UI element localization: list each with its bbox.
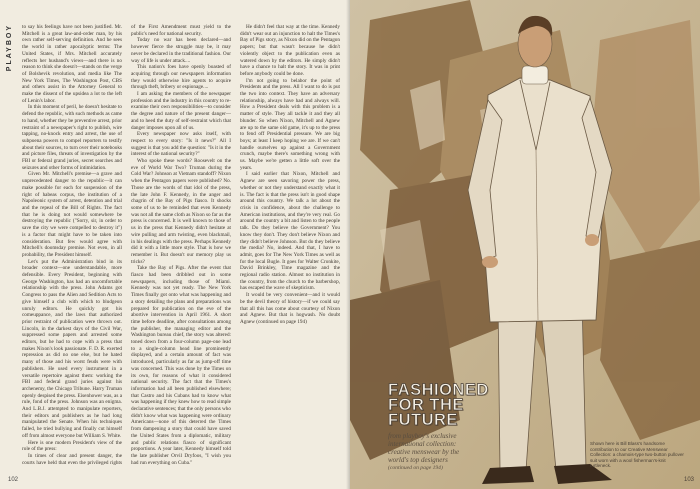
article-paragraph: Let's put the Administration bind in its broader context—one understandable, more defensible. Every President, beginning with George Washington, has had an uncomfortable relationship with the press. John Adams got Congress to pass the Alien and Sedition Acts to give himself a club with which to bludgeon unruly editors. He quickly got his comeuppance, and the laws that authorized prior restraint of publication were thrown out. Lincoln, in the darkest days of the Civil War, suppressed some papers and arrested some editors, but he had to cope with a press that makes Nixon's look passionate. F. D. R. exerted repression as did no one else, but he hated many of those and his worst feuds were with publishers. He used every instrument in a versatile repertoire against them: working the FBI and federal grand juries against his archenemy, the Chicago Tribune. Harry Truman openly despised the press. Eisenhower was, as a rule, fond of the press. Johnson was an enigma. And L.B.J. attempted to manipulate reporters, their editors and publishers as he had long manipulated the Senate. When his techniques failed, he tried bullying and finally cut himself off from almost everyone but William S. White. (22, 258, 122, 439)
title-line-2: FOR THE (388, 396, 464, 414)
subtitle-line-1: from playboy's exclusive (388, 432, 457, 440)
feature-title-block (388, 383, 518, 472)
article-paragraph: to say his feelings have not been justified. Mr. Mitchell is a great law-and-order man, by his own rather self-serving definition. And he sees the world in rather apocalyptic terms: The United States, if Mrs. Mitchell accurately reflects her husband's views—and there is no reason to think she doesn't—stands on the verge of Bolshevik revolution, and media like The New York Times, The Washington Post, CBS and others assist in the Attorney General to make the dissent of the upsidea a lot to the left of Lenin's labor. (22, 24, 122, 104)
article-paragraph: I said earlier that Nixon, Mitchell and Agnew are seen savoring power the press, whether or not they understand exactly what it is. The fact is that the press isn't in good shape around this country. We talk a lot about the crisis in confidence, about the challenge to American institutions, and they're very real. Go around the country a bit and listen to the people talk. Do they believe the Government? You know they don't. They don't believe Nixon and they didn't believe Johnson. But do they believe the media? No, indeed. And that, I have to admit, goes for The New York Times as well as for the local Bugle. It goes for Walter Cronkite, David Brinkley, Time magazine and the regional radio station. Almost no institution in the country, from the church to the barbershop, has escaped the wave of skepticism. (240, 171, 340, 292)
article-paragraph: Today no war has been declared—and however fierce the struggle may be, it may never be declared in the traditional fashion. Our way of life is under attack.... (131, 37, 231, 64)
article-paragraph: Who spoke these words? Roosevelt on the eve of World War Two? Truman during the Cold War? Johnson at Vietnam standoff? Nixon when the Pentagon papers were published? No. Those are the words of that idol of the press, the late John F. Kennedy, in the anger and chagrin of the Bay of Pigs fiasco. It shocks some of us to be reminded that even Kennedy was not all the same cloth as Nixon so far as the press is concerned. It is well known to those of us in the press that Kennedy didn't hesitate at wire pulling and arm twisting, even blackmail, in his dealings with the press. Perhaps Kennedy did it with a little more style. That is how we remember it. But doesn't our memory play us tricks? (131, 158, 231, 265)
article-columns (22, 24, 340, 469)
article-paragraph: It would be very convenient—and it would be the devil theory of history—if we could say that all this has come about courtesy of Nixon and Agnew. But that is hogwash. No doubt Agnew (continued on page 194) (240, 292, 340, 325)
photo-caption: Shown here is Bill Blass's handsome contribution to our Creative Menswear Collection: a chamois-type two-button pullover suit worn with a wool fisherman's-knit turtleneck. (590, 441, 684, 469)
article-paragraph: Here is one modern President's view of the role of the press: (22, 439, 122, 453)
running-head: PLAYBOY (6, 24, 13, 72)
article-paragraph: In times of clear and present danger, the courts have held that even the privileged rights of the First Amendment must yield to the public's need for national security. (22, 24, 231, 466)
article-paragraph: Every newspaper now asks itself, with respect to every story: "Is it news?" All I suggest is that you add the question: "Is it in the interest of the national security?" (131, 131, 231, 158)
subtitle-line-4: world's top designers (388, 456, 448, 464)
right-page (350, 0, 700, 489)
title-line-3: FUTURE (388, 411, 458, 429)
page-number-right: 103 (683, 477, 694, 483)
article-paragraph: I'm not going to belabor the point of Presidents and the press. All I want to do is put the two into context. They have an adversary relationship, always have had and always will. How a President deals with this problem is a matter of style. They all tackle it and they all blunder. So when Nixon, Mitchell and Agnew are up to the same old game, it's up to the press to fend off Presidential pressure. We are big boys; at least I keep hoping we are. If we can't handle ourselves up against a Government crunch, maybe there's something wrong with us. Maybe we're getten a little soft over the years. (240, 77, 340, 171)
continuation-note: (continued on page 194) (388, 465, 443, 471)
article-paragraph: Given Mr. Mitchell's premise—a grave and unprecedented danger to the republic—it can make possible for each for suspension of the right of habeas corpus, the institution of a Napoleonic system of arrest, detention and trial and the repeal of the Bill of Rights. The fact that he is doing not would somewhere be destroying the republic ("Sorry, sir, in order to save the city we were compelled to destroy it") is a factor that might have to be taken into consideration. But few would agree with Mitchell's doomsday premise. Not even, in all probability, the President himself. (22, 171, 122, 258)
article-paragraph: In this moment of peril, he doesn't hesitate to defend the republic, with such methods as came to hand, whether they be preventive arrest, prior restraint of a newspaper's right to publish, wire tapping, no-knock entry and arrest, the use of subpoena powers to compel reporters to testify about their sources, to turn over their notebooks and picture files, threats of investigation by the FBI or federal grand juries, secret searches and seizures and other forms of intimidation. (22, 104, 122, 171)
title-line-1: FASHIONED (388, 381, 489, 399)
feature-title (388, 383, 518, 428)
subtitle-line-2: international collection: (388, 440, 457, 448)
article-paragraph: Take the Bay of Pigs. After the event that fiasco had been dribbled out in some newspapers, including those of Miami. Kennedy was not yet ready. The New York Times finally got onto what was happening and a story detailing the plans and preparations was prepared for publication on the eve of the abortive intervention in April 1961. A short time before deadline, after consultations among the publisher, the managing editor and the Washington bureau chief, the story was altered: toned down from a four-column page-one lead to a single-column head line prominently displayed, and a certain amount of fact was introduced, particularly as far as jump-off time was concerned. This was done by the Times on its own, for reasons of what it considered national security. The fact that the Times's information had all been published elsewhere; that Castro and his Cubans had to know what was happening if they knew how to read simple declarative sentences; that the only persons who didn't know what was happening were ordinary Americans—none of this deterred the Times from dampening a story that could have saved the United States from a diplomatic, military and public relations fiasco of significant proportions. A year later, Kennedy himself told the late publisher Orvil Dryfoos, "I wish you had run everything on Cuba." (131, 265, 231, 466)
page-number-left: 102 (8, 477, 19, 483)
subtitle-line-3: creative menswear by the (388, 448, 460, 456)
article-paragraph: This nation's foes have openly boasted of acquiring through our newspapers information they would otherwise hire agents to acquire through theft, bribery or espionage.... (131, 64, 231, 91)
feature-subtitle (388, 432, 518, 472)
article-paragraph: He didn't feel that way at the time. Kennedy didn't wear out an injunction to halt the Times's Bay of Pigs story, as Nixon did on the Pentagon papers; but that wasn't because he didn't violently object to the publication even as watered down by the editors. He simply didn't have a chance to halt the story. It was in print before anybody could be done. (240, 24, 340, 77)
article-paragraph: I am asking the members of the newspaper profession and the industry in this country to re-examine their own responsibilities—to consider the degree and nature of the present danger—and to heed the duty of self-restraint which that danger imposes upon all of us. (131, 91, 231, 131)
